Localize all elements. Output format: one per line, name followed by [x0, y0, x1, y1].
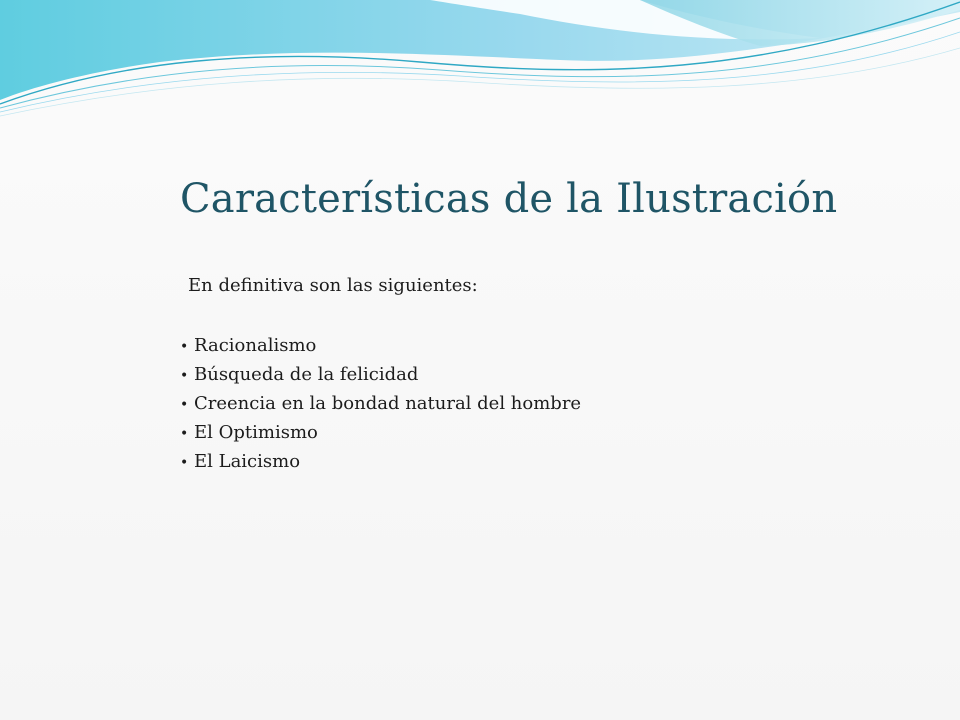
list-item [180, 391, 581, 420]
bullet-list [180, 333, 581, 478]
slide-title: Características de la Ilustración [180, 176, 838, 222]
list-item [180, 420, 581, 449]
list-item [180, 333, 581, 362]
list-item [180, 449, 581, 478]
list-item-text: Creencia en la bondad natural del hombre [194, 393, 582, 414]
intro-text: En definitiva son las siguientes: [188, 275, 478, 296]
bullet-icon: • [180, 455, 189, 471]
header-wave-decoration [0, 0, 960, 140]
list-item-text: Racionalismo [194, 335, 317, 356]
bullet-icon: • [180, 368, 189, 384]
bullet-icon: • [180, 339, 189, 355]
bullet-icon: • [180, 397, 189, 413]
list-item-text: El Laicismo [194, 451, 301, 472]
bullet-icon: • [180, 426, 189, 442]
list-item-text: Búsqueda de la felicidad [194, 364, 419, 385]
list-item-text: El Optimismo [194, 422, 318, 443]
list-item [180, 362, 581, 391]
